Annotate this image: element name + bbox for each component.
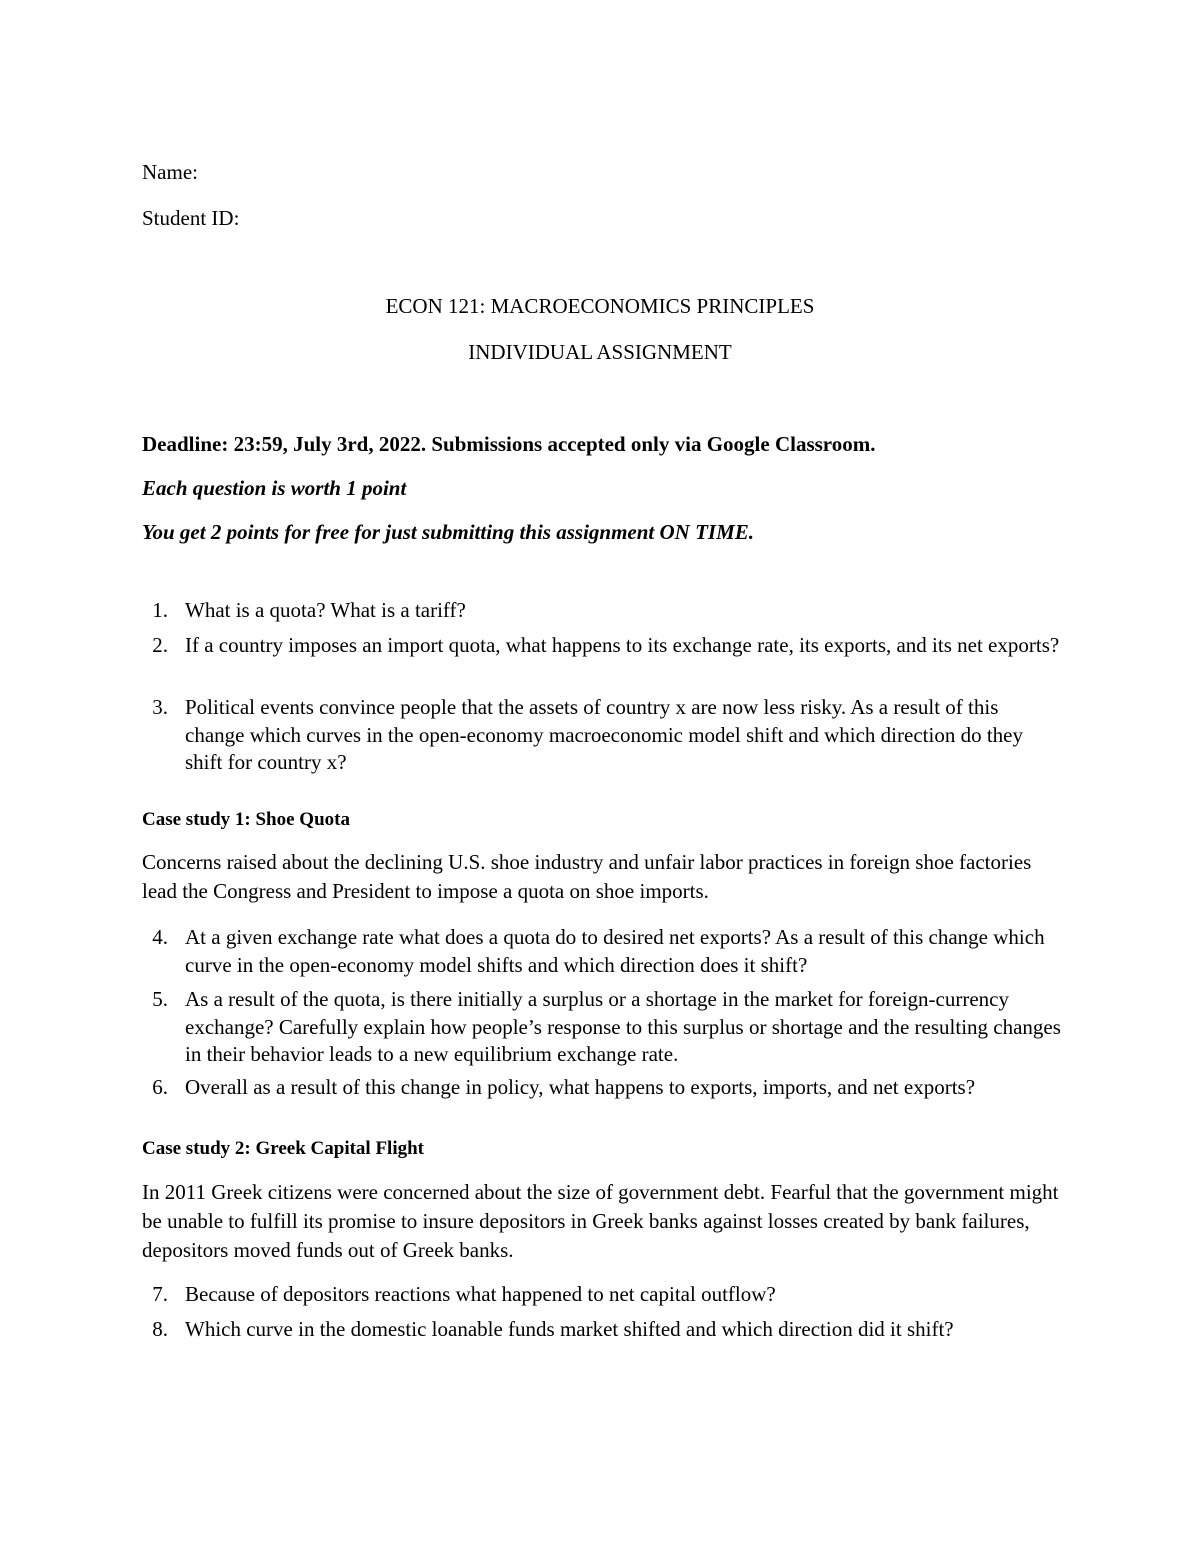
bonus-text: You get 2 points for free for just submitting this assignment ON TIME. — [142, 520, 755, 544]
case-study-2-paragraph: In 2011 Greek citizens were concerned about the size of government debt. Fearful that the government might be unable to fulfill its promise to insure depositors in Greek banks against losses created by bank failures, depositors moved funds out of Greek banks. — [142, 1180, 1059, 1262]
question-text: Because of depositors reactions what happened to net capital outflow? — [185, 1282, 776, 1306]
question-number: 5. — [152, 987, 168, 1011]
question-item — [142, 632, 1062, 660]
question-number: 4. — [152, 925, 168, 949]
student-id-label: Student ID: — [142, 206, 240, 230]
question-text: Which curve in the domestic loanable funds market shifted and which direction did it shift? — [185, 1317, 954, 1341]
deadline-text: Deadline: 23:59, July 3rd, 2022. Submissions accepted only via Google Classroom. — [142, 432, 876, 456]
question-text: Overall as a result of this change in policy, what happens to exports, imports, and net exports? — [185, 1075, 976, 1099]
question-number: 8. — [152, 1317, 168, 1341]
question-number: 6. — [152, 1075, 168, 1099]
question-text: If a country imposes an import quota, what happens to its exchange rate, its exports, and its net exports? — [185, 633, 1060, 657]
question-item — [142, 924, 1062, 979]
question-item — [142, 1316, 1062, 1344]
question-item — [142, 597, 1062, 625]
worth-text: Each question is worth 1 point — [142, 476, 407, 500]
case-study-2-heading: Case study 2: Greek Capital Flight — [142, 1138, 425, 1159]
assignment-title: INDIVIDUAL ASSIGNMENT — [468, 340, 732, 364]
question-text: As a result of the quota, is there initially a surplus or a shortage in the market for foreign-currency exchange? Carefully explain how people’s response to this surplus or shortage and the resulting changes in their behavior leads to a new equilibrium exchange rate. — [185, 987, 1061, 1066]
question-item — [142, 986, 1062, 1069]
question-item — [142, 1281, 1062, 1309]
question-item — [142, 1074, 1062, 1102]
name-label: Name: — [142, 160, 198, 184]
question-number: 3. — [152, 695, 168, 719]
question-text: At a given exchange rate what does a quota do to desired net exports? As a result of this change which curve in the open-economy model shifts and which direction does it shift? — [185, 925, 1045, 977]
course-title: ECON 121: MACROECONOMICS PRINCIPLES — [385, 294, 815, 318]
question-number: 2. — [152, 633, 168, 657]
question-number: 7. — [152, 1282, 168, 1306]
question-text: Political events convince people that the assets of country x are now less risky. As a result of this change which curves in the open-economy macroeconomic model shift and which direction do they shift for country x? — [185, 695, 1023, 774]
question-text: What is a quota? What is a tariff? — [185, 598, 466, 622]
case-study-1-paragraph: Concerns raised about the declining U.S. shoe industry and unfair labor practices in foreign shoe factories lead the Congress and President to impose a quota on shoe imports. — [142, 850, 1032, 903]
question-item — [142, 694, 1062, 777]
case-study-1-heading: Case study 1: Shoe Quota — [142, 809, 350, 830]
question-number: 1. — [152, 598, 168, 622]
